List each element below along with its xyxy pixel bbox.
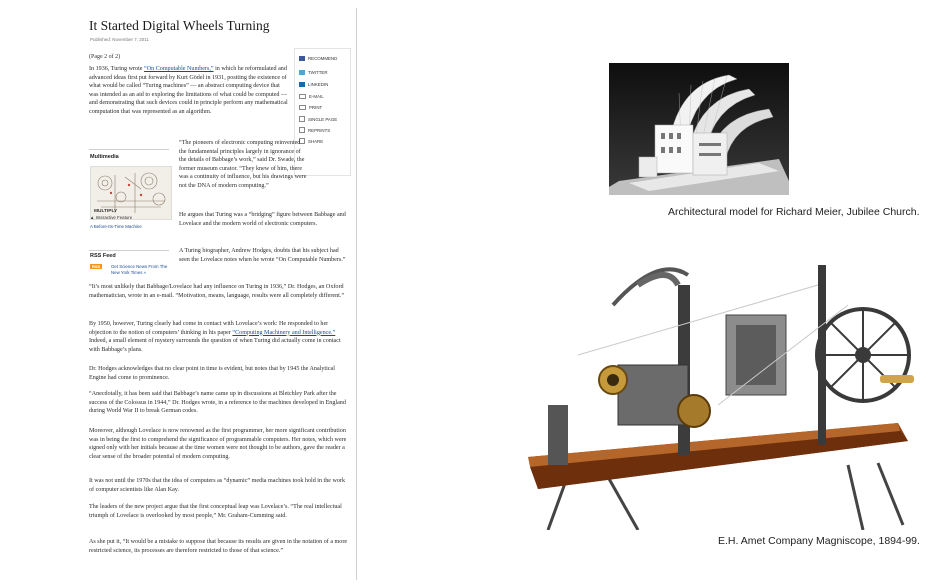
tool-linkedin[interactable]: LINKEDIN: [299, 82, 328, 87]
facebook-icon: [299, 56, 305, 61]
paragraph-7: Dr. Hodges acknowledges that no clear point in time is evident, but notes that by 1945 the Analytical Engine had come to prominence.: [89, 366, 335, 381]
rss-icon: RSS: [92, 264, 101, 269]
linkedin-icon: [299, 82, 305, 87]
paragraph-5: “It’s most unlikely that Babbage/Lovelace had any influence on Turing in 1936,” Dr. Hodges, an Oxford mathematician, wrote in an e-mail. “Motivation, means, language, results were all completely different.”: [89, 284, 345, 299]
interactive-feature-label: ▲ Interactive Feature: [90, 215, 133, 220]
rss-science-link[interactable]: Get Science News From The New York Times »: [111, 264, 168, 275]
paragraph-9: Moreover, although Lovelace is now renowned as the first programmer, her more significant contribution was in being the first to comprehend the significance of programmable computers. Her notes, which were signed only with her initials because at the time women were not thought to be authors, gave the reader a clear sense of the broader potential of modern computing.: [89, 428, 347, 460]
paragraph-6: By 1950, however, Turing clearly had come in contact with Lovelace’s work: He responded to her objection to the notion of computers’ thinking in his paper “Computing Machinery and Intelligence.” Indeed, a small element of mystery surrounds the question of when Turing did actually come in contact with Babbage’s plans.: [89, 321, 341, 353]
on-computable-numbers-link[interactable]: “On Computable Numbers,”: [144, 66, 214, 72]
print-icon: [299, 105, 306, 110]
reprints-icon: [299, 127, 305, 133]
tool-single-page[interactable]: SINGLE PAGE: [299, 116, 337, 122]
multimedia-heading: Multimedia: [90, 154, 119, 160]
tool-email[interactable]: E-MAIL: [299, 94, 324, 99]
paragraph-4: A Turing biographer, Andrew Hodges, doubts that his subject had seen the Lovelace notes when he wrote “On Computable Numbers.”: [179, 248, 346, 263]
email-icon: [299, 94, 306, 99]
magniscope-image: [518, 245, 918, 530]
interactive-title-link[interactable]: A Before-Its-Time Machine: [90, 224, 142, 229]
tool-share[interactable]: SHARE: [299, 138, 323, 144]
multiply-label: MULTIPLY: [94, 209, 118, 214]
model-caption: Architectural model for Richard Meier, Jubilee Church.: [668, 206, 920, 218]
paragraph-10: It was not until the 1970s that the idea of computers as “dynamic” media machines took hold in the work of computer scientists like Alan Kay.: [89, 478, 346, 493]
twitter-icon: [299, 70, 305, 75]
magniscope-caption: E.H. Amet Company Magniscope, 1894-99.: [718, 535, 920, 547]
sidebar-divider: [89, 149, 169, 150]
page-indicator: (Page 2 of 2): [89, 54, 121, 60]
published-date: Published: November 7, 2011: [90, 37, 149, 42]
article-panel: [81, 8, 357, 580]
rss-heading: RSS Feed: [90, 253, 116, 259]
paragraph-11: The leaders of the new project argue that the first conceptual leap was Lovelace’s. “The real intellectual triumph of Lovelace is overlooked by most people,” Mr. Graham-Cumming said.: [89, 504, 342, 519]
paragraph-12: As she put it, “It would be a mistake to suppose that because its results are given in the notation of a more restricted science, its processes are therefore restricted to those of that science.”: [89, 539, 348, 554]
architectural-model-image: [609, 63, 789, 195]
paragraph-1: In 1936, Turing wrote “On Computable Numbers,” in which he reformulated and advanced ideas first put forward by Kurt Gödel in 1931, positing the existence of what would be called “Turing machines” — an abstract computing device that was intended as an aid to exploring the limitations of what could be computed — and demonstrating that such devices could in principle perform any mathematical computation that was represented as an algorithm.: [89, 66, 288, 115]
paragraph-3: He argues that Turing was a “bridging” figure between Babbage and Lovelace and the modern world of electronic computers.: [179, 212, 346, 227]
sidebar-divider-2: [89, 250, 169, 251]
paragraph-2: “The pioneers of electronic computing reinvented the fundamental principles largely in ignorance of the details of Babbage’s work,” said Dr. Swade, the former museum curator. “They knew of him, there was a continuity of influence, but his drawings were not the DNA of modern computing.”: [179, 140, 307, 189]
article-title: It Started Digital Wheels Turning: [89, 18, 270, 33]
interactive-icon: ▲: [90, 215, 96, 220]
paragraph-8: “Anecdotally, it has been said that Babbage’s name came up in discussions at Bletchley Park after the success of the Colossus in 1944,” Dr. Hodges wrote, in a reference to the machines developed in England during World War II to break German codes.: [89, 391, 346, 415]
tool-recommend[interactable]: RECOMMEND: [299, 56, 337, 61]
tool-reprints[interactable]: REPRINTS: [299, 127, 330, 133]
tool-print[interactable]: PRINT: [299, 105, 322, 110]
computing-machinery-link[interactable]: “Computing Machinery and Intelligence.”: [232, 329, 336, 336]
tool-twitter[interactable]: TWITTER: [299, 70, 328, 75]
single-page-icon: [299, 116, 305, 122]
